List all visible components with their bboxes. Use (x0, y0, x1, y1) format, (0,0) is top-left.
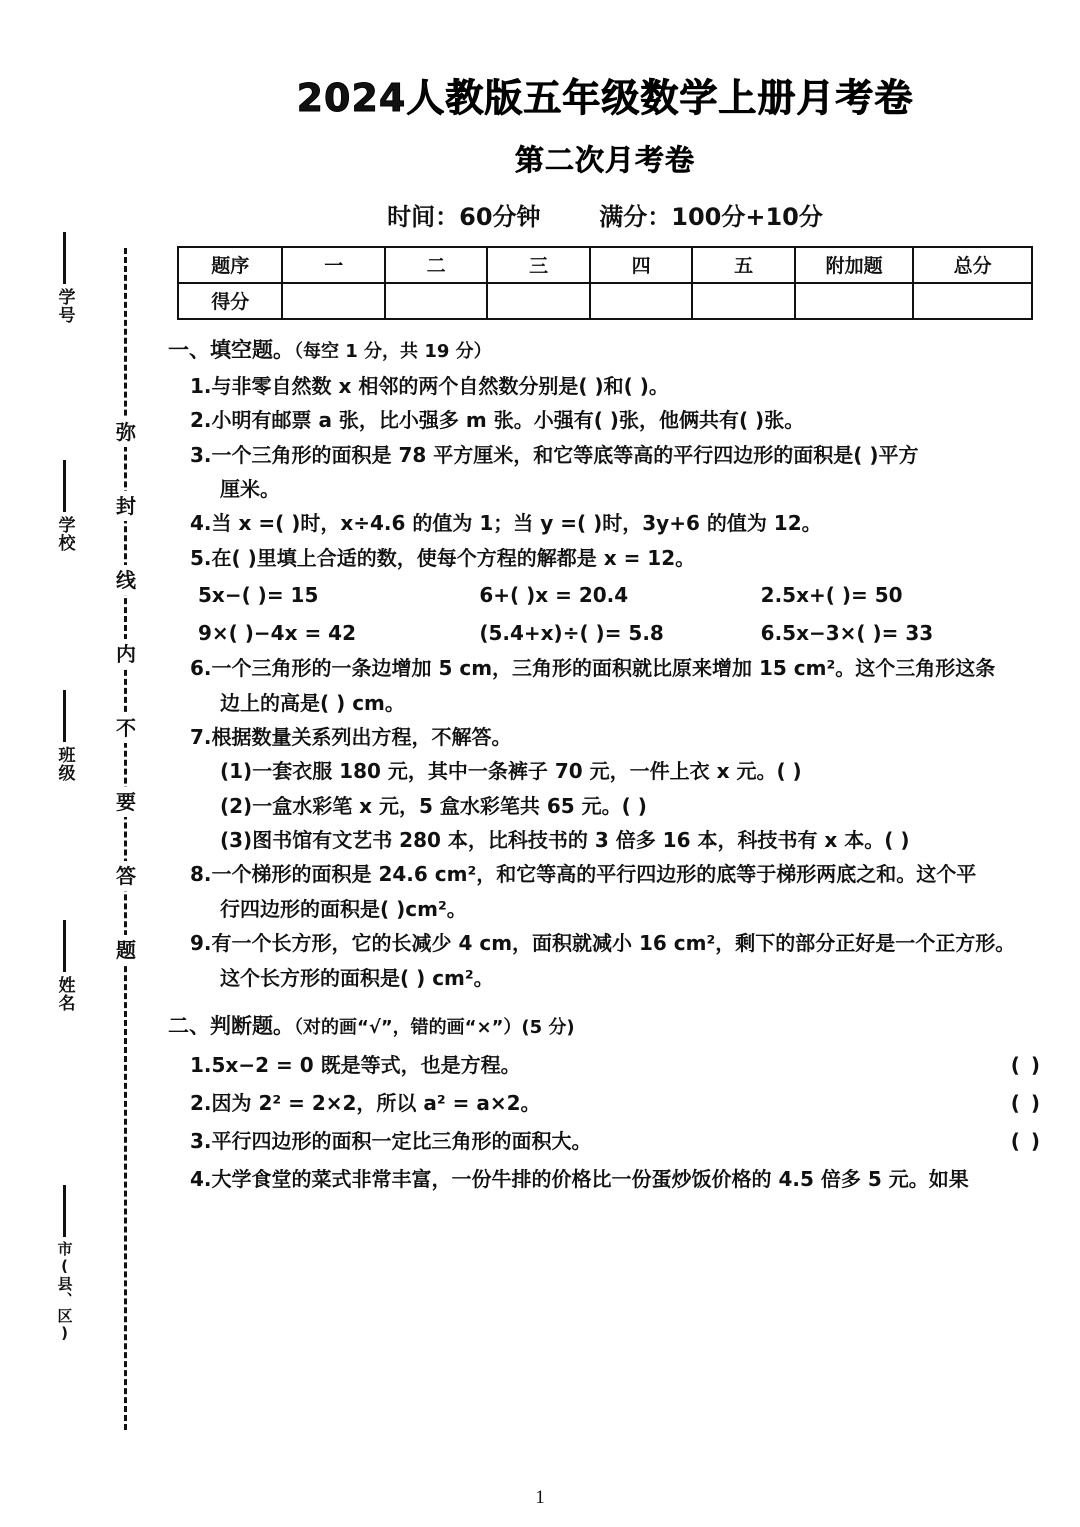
question-number: 6. (190, 656, 212, 681)
question-text: 边上的高是( ) cm。 (220, 690, 405, 715)
identity-label-school (36, 460, 92, 552)
seal-char: 不 (116, 713, 136, 743)
question-7-sub-1 (168, 755, 1042, 787)
question-text: 有一个长方形，它的长减少 4 cm，面积就减小 16 cm²，剩下的部分正好是一个正方形。 (211, 931, 1016, 956)
question-number: 2. (190, 1091, 212, 1116)
tf-answer-box[interactable]: ( ) (1010, 1129, 1042, 1154)
question-8-continued (168, 893, 1042, 925)
question-text: 小明有邮票 a 张，比小强多 m 张。小强有( )张，他俩共有( )张。 (211, 408, 805, 433)
tf-text (190, 1160, 1042, 1198)
seal-char: 答 (116, 861, 136, 891)
equation-item: 5x−( )= 15 (198, 583, 319, 608)
identity-label-student-id (36, 232, 92, 324)
exam-meta-line (168, 197, 1042, 232)
tf-question-2 (168, 1084, 1042, 1122)
score-table-row-label: 题序 (178, 247, 282, 283)
question-text: 根据数量关系列出方程，不解答。 (211, 724, 512, 749)
identity-label-text: 市(县、区) (55, 1241, 74, 1343)
question-text: 一个三角形的面积是 78 平方厘米，和它等底等高的平行四边形的面积是( )平方 (211, 442, 919, 467)
question-9 (168, 927, 1042, 959)
rule-line (63, 920, 66, 972)
equation-row-2 (168, 614, 1042, 652)
exam-full-score-label: 满分：100分+10分 (599, 202, 823, 231)
page-number: 1 (535, 1487, 545, 1508)
question-7-sub-2 (168, 790, 1042, 822)
question-1 (168, 370, 1042, 402)
section-points: （对的画“√”，错的画“×”）(5 分) (294, 1017, 575, 1039)
equation-row-1 (168, 576, 1042, 614)
question-9-continued (168, 962, 1042, 994)
question-text: 当 x =( )时，x÷4.6 的值为 1；当 y =( )时，3y+6 的值为 12。 (211, 511, 822, 536)
question-number: 3. (190, 1129, 212, 1154)
tf-text (190, 1046, 956, 1084)
question-number: 8. (190, 862, 212, 887)
score-table-col-3: 三 (487, 247, 589, 283)
sub-item-text: (2)一盒水彩笔 x 元，5 盒水彩笔共 65 元。( ) (220, 793, 647, 818)
sub-item-text: (3)图书馆有文艺书 280 本，比科技书的 3 倍多 16 本，科技书有 x 本。( ) (220, 828, 910, 853)
tf-question-3 (168, 1122, 1042, 1160)
seal-line-text (104, 395, 148, 987)
score-table-row-label: 得分 (178, 283, 282, 319)
exam-time-label: 时间：60分钟 (387, 202, 541, 231)
tf-answer-box[interactable]: ( ) (1010, 1053, 1042, 1078)
section-title: 二、判断题。 (168, 1014, 294, 1039)
question-number: 4. (190, 1167, 212, 1192)
identity-label-city-county (36, 1185, 92, 1343)
question-text: 这个长方形的面积是( ) cm²。 (220, 965, 494, 990)
table-row-header (178, 247, 1032, 283)
identity-label-name (36, 920, 92, 1012)
equation-item: 9×( )−4x = 42 (198, 621, 357, 646)
score-cell-3[interactable] (487, 283, 589, 319)
rule-line (63, 460, 66, 512)
question-number: 9. (190, 931, 212, 956)
tf-body: 大学食堂的菜式非常丰富，一份牛排的价格比一份蛋炒饭价格的 4.5 倍多 5 元。如果 (211, 1167, 969, 1192)
tf-question-1 (168, 1046, 1042, 1084)
identity-label-text: 学校 (54, 516, 75, 552)
question-8 (168, 858, 1042, 890)
question-number: 5. (190, 545, 212, 570)
seal-char: 题 (116, 935, 136, 965)
question-4 (168, 507, 1042, 539)
rule-line (63, 690, 66, 742)
question-3-continued (168, 473, 1042, 505)
score-table-col-1: 一 (282, 247, 384, 283)
identity-label-text: 班级 (54, 746, 75, 782)
seal-char: 弥 (116, 417, 136, 447)
question-text: 行四边形的面积是( )cm²。 (220, 896, 467, 921)
score-cell-total[interactable] (913, 283, 1032, 319)
tf-question-4 (168, 1160, 1042, 1198)
section-title: 一、填空题。 (168, 337, 294, 362)
seal-char: 要 (116, 787, 136, 817)
question-text: 一个梯形的面积是 24.6 cm²，和它等高的平行四边形的底等于梯形两底之和。这个平 (211, 862, 977, 887)
question-text: 厘米。 (220, 476, 280, 501)
tf-text (190, 1084, 956, 1122)
rule-line (63, 232, 66, 284)
left-margin-strip (0, 0, 160, 1527)
equation-item: 6.5x−3×( )= 33 (760, 621, 934, 646)
equation-item: (5.4+x)÷( )= 5.8 (479, 621, 664, 646)
score-table-col-total: 总分 (913, 247, 1032, 283)
question-2 (168, 404, 1042, 436)
section-heading-true-false (168, 1010, 1042, 1040)
tf-body: 平行四边形的面积一定比三角形的面积大。 (211, 1129, 592, 1154)
question-5 (168, 542, 1042, 574)
score-cell-2[interactable] (385, 283, 487, 319)
tf-body: 因为 2² = 2×2，所以 a² = a×2。 (211, 1091, 541, 1116)
question-number: 4. (190, 511, 212, 536)
score-table (177, 246, 1033, 320)
question-number: 2. (190, 408, 212, 433)
seal-char: 线 (116, 565, 136, 595)
question-number: 1. (190, 1053, 212, 1078)
question-3 (168, 439, 1042, 471)
rule-line (63, 1185, 66, 1237)
question-text: 与非零自然数 x 相邻的两个自然数分别是( )和( )。 (211, 373, 669, 398)
tf-text (190, 1122, 956, 1160)
tf-body: 5x−2 = 0 既是等式，也是方程。 (211, 1053, 521, 1078)
score-table-col-2: 二 (385, 247, 487, 283)
question-number: 1. (190, 373, 212, 398)
score-table-col-4: 四 (590, 247, 692, 283)
table-row-score (178, 283, 1032, 319)
sub-item-text: (1)一套衣服 180 元，其中一条裤子 70 元，一件上衣 x 元。( ) (220, 759, 802, 784)
identity-label-text: 学号 (54, 288, 75, 324)
score-cell-5[interactable] (692, 283, 794, 319)
section-heading-fill-blank (168, 334, 1042, 364)
page-subtitle: 第二次月考卷 (514, 142, 695, 177)
seal-char: 封 (116, 491, 136, 521)
identity-label-text: 姓名 (54, 976, 75, 1012)
question-number: 3. (190, 442, 212, 467)
equation-item: 6+( )x = 20.4 (479, 583, 629, 608)
question-7 (168, 721, 1042, 753)
score-table-col-5: 五 (692, 247, 794, 283)
question-6-continued (168, 687, 1042, 719)
question-7-sub-3 (168, 824, 1042, 856)
page-title: 2024人教版五年级数学上册月考卷 (296, 76, 914, 120)
score-table-col-extra: 附加题 (795, 247, 914, 283)
equation-item: 2.5x+( )= 50 (760, 583, 903, 608)
score-cell-1[interactable] (282, 283, 384, 319)
question-6 (168, 652, 1042, 684)
section-points: （每空 1 分，共 19 分） (294, 340, 492, 362)
score-cell-extra[interactable] (795, 283, 914, 319)
tf-answer-box[interactable]: ( ) (1010, 1091, 1042, 1116)
question-text: 在( )里填上合适的数，使每个方程的解都是 x = 12。 (211, 545, 696, 570)
question-text: 一个三角形的一条边增加 5 cm，三角形的面积就比原来增加 15 cm²。这个三角形这条 (211, 656, 996, 681)
seal-char: 内 (116, 639, 136, 669)
identity-label-class (36, 690, 92, 782)
score-cell-4[interactable] (590, 283, 692, 319)
question-number: 7. (190, 724, 212, 749)
exam-paper-body (160, 0, 1060, 1527)
